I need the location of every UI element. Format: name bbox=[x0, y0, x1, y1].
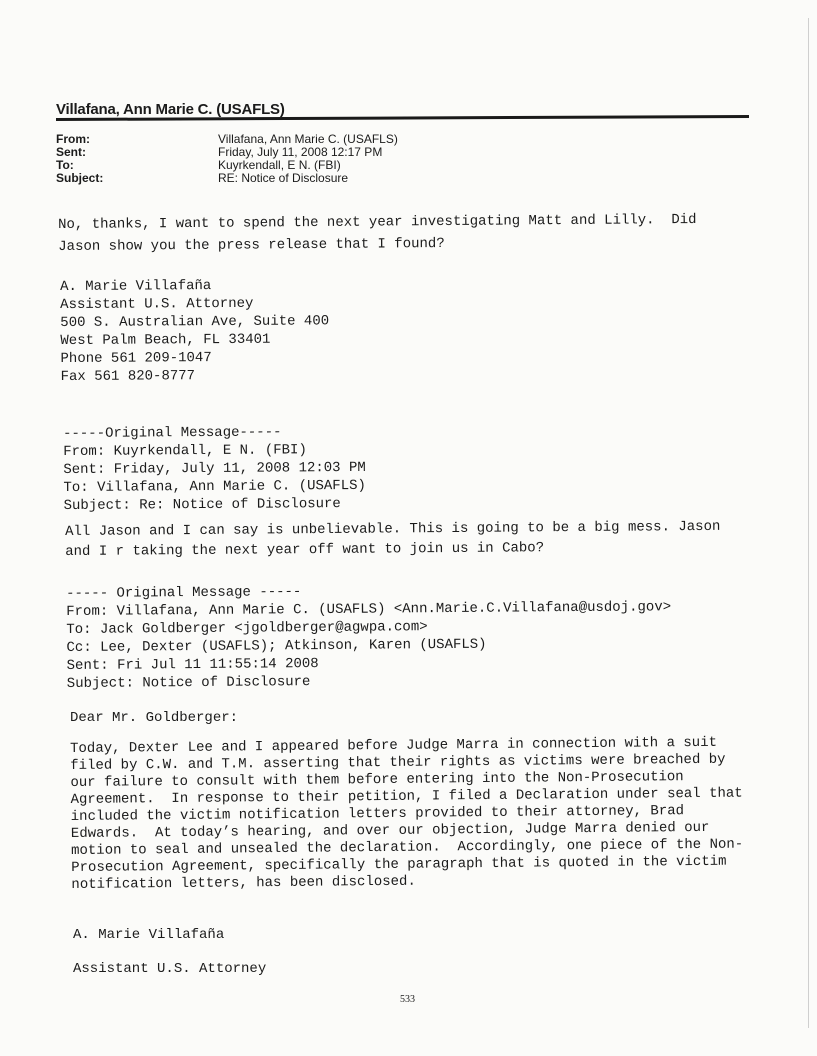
original-header-line: Subject: Notice of Disclosure bbox=[66, 674, 311, 692]
header-value: RE: Notice of Disclosure bbox=[218, 171, 349, 185]
body-line: Today, Dexter Lee and I appeared before Judge Marra in connection with a suit bbox=[70, 734, 718, 757]
header-row-subject bbox=[56, 172, 398, 185]
body-line: filed by C.W. and T.M. asserting that their rights as victims were breached by bbox=[70, 751, 726, 774]
body-line: Edwards. At today’s hearing, and over our objection, Judge Marra denied our bbox=[70, 819, 710, 842]
body-line: included the victim notification letters provided to their attorney, Brad bbox=[70, 803, 685, 825]
header-label: Sent: bbox=[56, 145, 86, 159]
original-header-line: Sent: Fri Jul 11 11:55:14 2008 bbox=[66, 656, 319, 674]
salutation: Dear Mr. Goldberger: bbox=[70, 710, 239, 726]
reply-line: Jason show you the press release that I found? bbox=[58, 235, 445, 255]
body-line: notification letters, has been disclosed. bbox=[71, 873, 416, 893]
body-line: Agreement. In response to their petition, I filed a Declaration under seal that bbox=[70, 785, 743, 808]
sender-title: Villafana, Ann Marie C. (USAFLS) bbox=[56, 101, 285, 118]
signature-line: 500 S. Australian Ave, Suite 400 bbox=[60, 313, 330, 331]
page-number: 533 bbox=[400, 994, 415, 1005]
header-value: Friday, July 11, 2008 12:17 PM bbox=[218, 145, 383, 159]
body-line: and I r taking the next year off want to join us in Cabo? bbox=[65, 540, 545, 560]
original-header-line: -----Original Message----- bbox=[63, 424, 282, 442]
body-line: Prosecution Agreement, specifically the paragraph that is quoted in the victim bbox=[71, 853, 727, 876]
body-line: motion to seal and unsealed the declaration. Accordingly, one piece of the Non- bbox=[70, 836, 744, 859]
original-header-line: ----- Original Message ----- bbox=[66, 584, 302, 602]
header-label: From: bbox=[56, 132, 90, 146]
signature-line: Fax 561 820-8777 bbox=[60, 368, 196, 385]
signature-line: Assistant U.S. Attorney bbox=[60, 295, 254, 313]
body-line: our failure to consult with them before entering into the Non-Prosecution bbox=[70, 769, 684, 791]
signature-line: A. Marie Villafaña bbox=[60, 278, 212, 295]
header-label: To: bbox=[56, 158, 74, 172]
signature-line: West Palm Beach, FL 33401 bbox=[60, 331, 271, 349]
original-header-line: Subject: Re: Notice of Disclosure bbox=[63, 496, 341, 514]
signature-line: Phone 561 209-1047 bbox=[60, 350, 212, 367]
scan-edge-line bbox=[808, 18, 809, 1028]
original-header-line: From: Villafana, Ann Marie C. (USAFLS) <Ann.Marie.C.Villafana@usdoj.gov> bbox=[66, 599, 672, 620]
original-header-line: From: Kuyrkendall, E N. (FBI) bbox=[63, 442, 307, 460]
body-line: All Jason and I can say is unbelievable. This is going to be a big mess. Jason bbox=[65, 518, 721, 540]
closing-name: A. Marie Villafaña bbox=[73, 927, 225, 943]
header-value: Villafana, Ann Marie C. (USAFLS) bbox=[218, 132, 398, 146]
header-label: Subject: bbox=[56, 171, 104, 185]
email-header-table bbox=[56, 133, 398, 185]
original-header-line: Sent: Friday, July 11, 2008 12:03 PM bbox=[63, 459, 366, 478]
original-header-line: To: Villafana, Ann Marie C. (USAFLS) bbox=[63, 477, 366, 496]
original-header-line: To: Jack Goldberger <jgoldberger@agwpa.com> bbox=[66, 619, 428, 638]
original-header-line: Cc: Lee, Dexter (USAFLS); Atkinson, Karen (USAFLS) bbox=[66, 636, 487, 656]
reply-line: No, thanks, I want to spend the next year investigating Matt and Lilly. Did bbox=[58, 211, 697, 233]
header-value: Kuyrkendall, E N. (FBI) bbox=[218, 158, 341, 172]
closing-title: Assistant U.S. Attorney bbox=[73, 961, 267, 977]
